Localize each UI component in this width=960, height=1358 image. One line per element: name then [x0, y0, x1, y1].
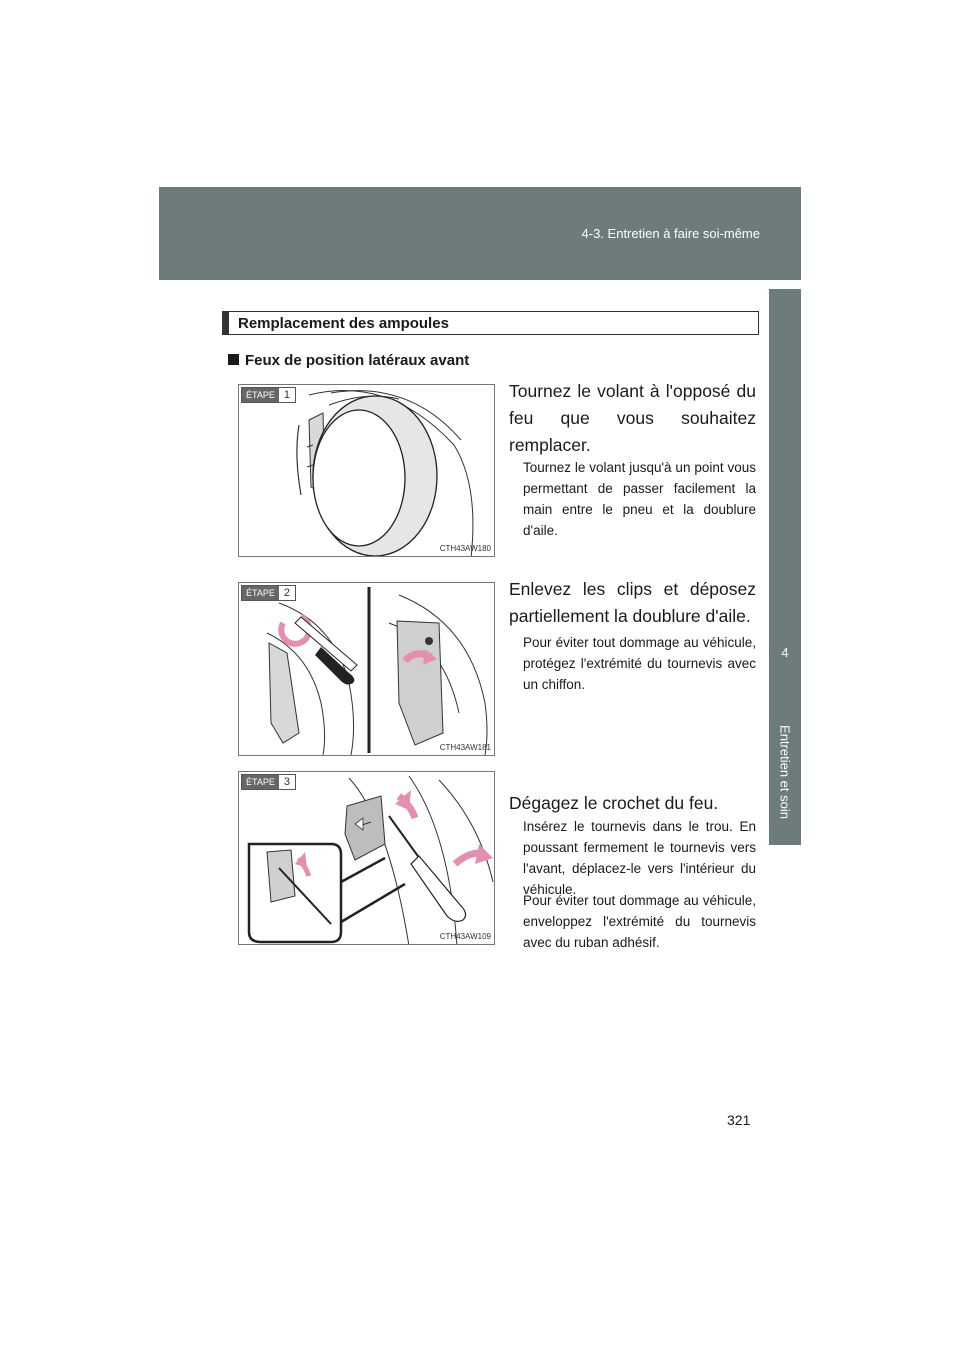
wheel-liner-illustration: [239, 583, 495, 756]
step-3-instruction: Dégagez le crochet du feu.: [509, 793, 719, 813]
subheading-text: Feux de position latéraux avant: [245, 352, 470, 369]
hook-release-illustration: [239, 772, 495, 945]
step-2-figure: [238, 582, 495, 756]
section-title: Remplacement des ampoules: [238, 315, 449, 332]
step-3-note-2: Pour éviter tout dommage au véhicule, enveloppez l'extrémité du tournevis avec du ruban adhésif.: [523, 893, 756, 950]
section-heading-bar: [223, 312, 229, 334]
side-chapter-label: [764, 717, 806, 827]
side-chapter-label-text: Entretien et soin: [777, 725, 793, 819]
tire-illustration: [239, 385, 495, 557]
step-2-badge-word: ÉTAPE: [242, 586, 279, 600]
header-section-title: 4-3. Entretien à faire soi-même: [581, 226, 760, 241]
step-1-note: Tournez le volant jusqu'à un point vous permettant de passer facilement la main entre le pneu et la doublure d'aile.: [523, 460, 756, 538]
step-1-badge: [241, 387, 296, 403]
step-3-figure-code: CTH43AW109: [439, 932, 491, 941]
step-2-badge-number: 2: [279, 586, 295, 600]
square-bullet-icon: [228, 354, 239, 365]
side-chapter-number: 4: [781, 645, 789, 660]
step-2-instruction: Enlevez les clips et déposez partiellement la doublure d'aile.: [509, 579, 756, 627]
step-1-badge-word: ÉTAPE: [242, 388, 279, 402]
subheading: [228, 352, 469, 369]
step-1-badge-number: 1: [279, 388, 295, 402]
step-2-figure-code: CTH43AW181: [439, 743, 491, 752]
page-number: 321: [727, 1112, 751, 1128]
step-3-note-1: Insérez le tournevis dans le trou. En poussant fermement le tournevis vers l'avant, déplacez-le vers l'intérieur du véhicule.: [523, 819, 756, 897]
step-3-badge: [241, 774, 296, 790]
step-1-figure: [238, 384, 495, 557]
step-3-badge-number: 3: [279, 775, 295, 789]
step-2-badge: [241, 585, 296, 601]
step-2-note: Pour éviter tout dommage au véhicule, protégez l'extrémité du tournevis avec un chiffon.: [523, 635, 756, 692]
section-heading-box: [222, 311, 759, 335]
step-1-instruction: Tournez le volant à l'opposé du feu que vous souhaitez remplacer.: [509, 381, 756, 456]
step-3-badge-word: ÉTAPE: [242, 775, 279, 789]
step-3-figure: [238, 771, 495, 945]
step-1-figure-code: CTH43AW180: [439, 544, 491, 553]
